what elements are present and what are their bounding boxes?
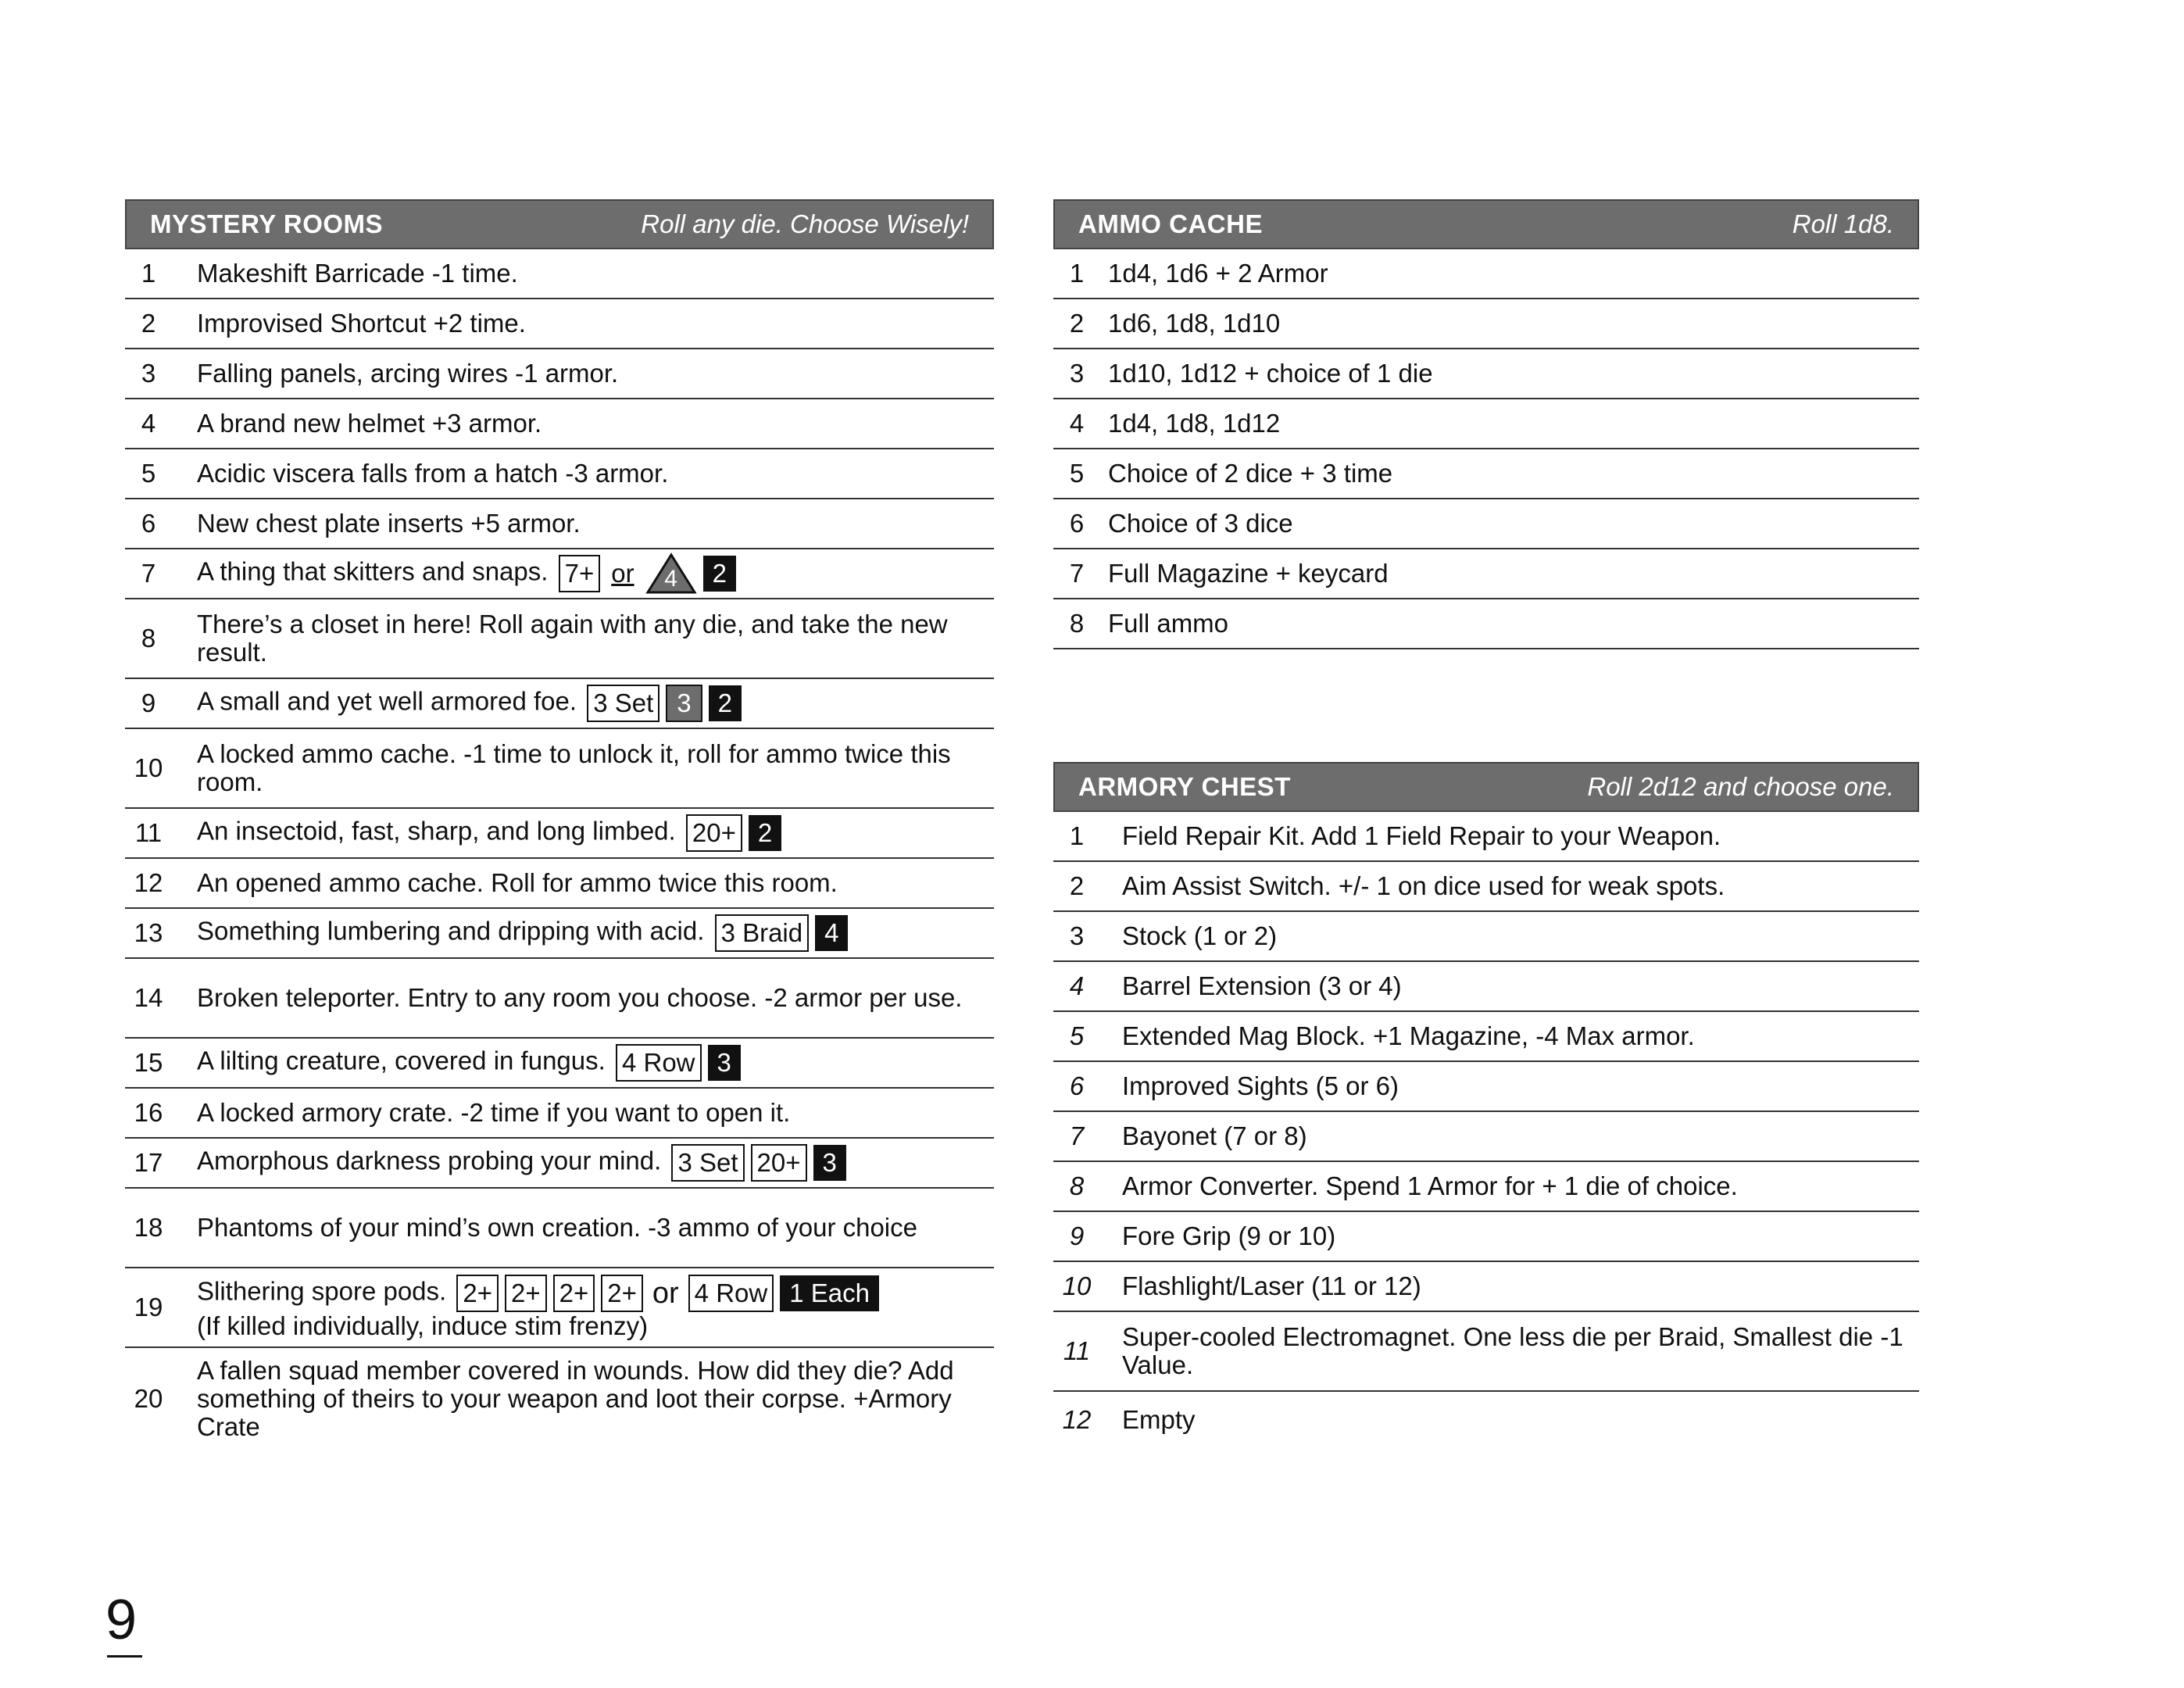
- triangle-icon: [645, 553, 697, 595]
- triangle-value: 4: [664, 566, 677, 592]
- mystery-rooms-title: MYSTERY ROOMS: [150, 209, 384, 238]
- row-text: [172, 914, 994, 952]
- row-number: 9: [141, 688, 156, 717]
- enemy-stats: [686, 814, 781, 852]
- row-text: 1d4, 1d8, 1d12: [1108, 409, 1281, 438]
- row-text: Full Magazine + keycard: [1108, 559, 1389, 588]
- mystery-rooms-header: [125, 199, 994, 249]
- row-number: 18: [134, 1213, 163, 1242]
- damage-badge: 2: [703, 556, 736, 592]
- row-number: 7: [1069, 559, 1085, 588]
- row-text: A fallen squad member covered in wounds. How did they die? Add something of theirs to your weapon and loot their corpse. +Armory Crate: [197, 1356, 954, 1441]
- ammo-cache-title: AMMO CACHE: [1078, 209, 1263, 238]
- table-row: [125, 449, 994, 499]
- row-number: 8: [1069, 1171, 1085, 1200]
- table-row: [125, 599, 994, 679]
- armor-badge: 3: [666, 685, 702, 722]
- row-number: 7: [1069, 1121, 1085, 1150]
- row-text: Extended Mag Block. +1 Magazine, -4 Max armor.: [1122, 1021, 1695, 1050]
- ammo-cache-header: [1053, 199, 1919, 249]
- table-row: [125, 679, 994, 729]
- row-number: 2: [141, 309, 156, 338]
- row-text: Choice of 2 dice + 3 time: [1108, 459, 1393, 488]
- row-number: 4: [1069, 971, 1085, 1000]
- roll-requirement: 4 Row: [616, 1044, 702, 1082]
- table-row: [1053, 862, 1919, 912]
- row-text: Aim Assist Switch. +/- 1 on dice used for weak spots.: [1122, 871, 1725, 900]
- table-row: [1053, 1212, 1919, 1262]
- row-text: An opened ammo cache. Roll for ammo twice this room.: [197, 868, 838, 897]
- row-text: Flashlight/Laser (11 or 12): [1122, 1271, 1421, 1300]
- row-number: 1: [1069, 259, 1085, 288]
- row-number: 19: [134, 1293, 163, 1321]
- table-row: [125, 299, 994, 349]
- row-text-main: A lilting creature, covered in fungus.: [197, 1046, 606, 1075]
- row-number: 4: [141, 409, 156, 438]
- enemy-stats: [587, 685, 742, 722]
- row-text: 1d4, 1d6 + 2 Armor: [1108, 259, 1328, 288]
- row-number: 1: [141, 259, 156, 288]
- table-row: [1053, 249, 1919, 299]
- row-text: Fore Grip (9 or 10): [1122, 1221, 1336, 1250]
- row-number: 5: [1069, 459, 1085, 488]
- row-text: [172, 814, 994, 852]
- page-number-underline: [107, 1655, 142, 1658]
- row-number: 17: [134, 1148, 163, 1177]
- table-row: [1053, 1112, 1919, 1162]
- roll-requirement: 2+: [601, 1275, 643, 1312]
- roll-requirement: 2+: [505, 1275, 547, 1312]
- or-text: or: [611, 559, 634, 588]
- table-row: [125, 1189, 994, 1268]
- table-row: [1053, 1262, 1919, 1312]
- table-row: [125, 349, 994, 399]
- row-text: New chest plate inserts +5 armor.: [197, 509, 581, 538]
- roll-requirement: 20+: [751, 1144, 807, 1182]
- row-number: 6: [141, 509, 156, 538]
- table-row: [125, 909, 994, 959]
- table-row: [125, 499, 994, 549]
- row-text-main: Slithering spore pods.: [197, 1276, 447, 1306]
- table-row: [125, 1139, 994, 1189]
- row-number: 8: [141, 624, 156, 653]
- row-text: A locked ammo cache. -1 time to unlock it, roll for ammo twice this room.: [197, 739, 951, 796]
- row-text: Improvised Shortcut +2 time.: [197, 309, 526, 338]
- row-number: 2: [1069, 309, 1085, 338]
- row-text: Makeshift Barricade -1 time.: [197, 259, 518, 288]
- row-number: 7: [141, 559, 156, 588]
- enemy-stats: [671, 1144, 845, 1182]
- row-number: 10: [134, 753, 163, 782]
- row-text: Bayonet (7 or 8): [1122, 1121, 1307, 1150]
- enemy-stats: [559, 553, 736, 595]
- armory-chest-subtitle: Roll 2d12 and choose one.: [1587, 772, 1894, 801]
- page-number: 9: [105, 1589, 138, 1651]
- armory-chest-title: ARMORY CHEST: [1078, 772, 1291, 801]
- table-row: [125, 1039, 994, 1089]
- row-text: Stock (1 or 2): [1122, 921, 1278, 950]
- enemy-stats: [715, 914, 849, 952]
- row-number: 13: [134, 918, 163, 947]
- row-number: 1: [1069, 821, 1085, 850]
- roll-requirement: 2+: [553, 1275, 595, 1312]
- row-number: 14: [134, 983, 163, 1012]
- row-text-main: Something lumbering and dripping with acid.: [197, 916, 705, 946]
- mystery-rooms-table: [125, 199, 994, 1450]
- table-row: [1053, 812, 1919, 862]
- row-text-main: Amorphous darkness probing your mind.: [197, 1146, 662, 1175]
- row-text: Field Repair Kit. Add 1 Field Repair to your Weapon.: [1122, 821, 1721, 850]
- row-text: A brand new helmet +3 armor.: [197, 409, 542, 438]
- row-text: Improved Sights (5 or 6): [1122, 1071, 1399, 1100]
- row-number: 5: [1069, 1021, 1085, 1050]
- row-number: 12: [1062, 1405, 1092, 1434]
- row-text: Full ammo: [1108, 609, 1229, 638]
- ammo-cache-subtitle: Roll 1d8.: [1792, 209, 1894, 238]
- roll-requirement: 20+: [686, 814, 742, 852]
- table-row: [1053, 1062, 1919, 1112]
- table-row: [125, 1348, 994, 1450]
- row-text: A locked armory crate. -2 time if you want to open it.: [197, 1098, 791, 1127]
- table-row: [1053, 399, 1919, 449]
- table-row: [1053, 299, 1919, 349]
- row-text: Acidic viscera falls from a hatch -3 armor.: [197, 459, 669, 488]
- row-number: 4: [1069, 409, 1085, 438]
- damage-badge: 1 Each: [780, 1275, 879, 1311]
- row-text: Choice of 3 dice: [1108, 509, 1293, 538]
- table-row: [125, 549, 994, 599]
- damage-badge: 2: [749, 815, 781, 851]
- row-text: [172, 1044, 994, 1082]
- roll-requirement: 3 Braid: [715, 914, 810, 952]
- damage-badge: 3: [813, 1145, 846, 1181]
- row-text-secondary: (If killed individually, induce stim frenzy): [197, 1311, 649, 1340]
- table-row: [1053, 1312, 1919, 1392]
- enemy-stats: [456, 1275, 879, 1312]
- row-number: 6: [1069, 1071, 1085, 1100]
- roll-requirement: 3 Set: [671, 1144, 744, 1182]
- row-text-main: A small and yet well armored foe.: [197, 686, 577, 716]
- row-number: 10: [1062, 1271, 1092, 1300]
- row-number: 9: [1069, 1221, 1085, 1250]
- row-number: 12: [134, 868, 163, 897]
- table-row: [125, 729, 994, 809]
- roll-requirement: 2+: [456, 1275, 499, 1312]
- table-row: [125, 959, 994, 1039]
- row-text: 1d6, 1d8, 1d10: [1108, 309, 1281, 338]
- table-row: [125, 399, 994, 449]
- row-number: 3: [141, 359, 156, 388]
- table-row: [125, 249, 994, 299]
- row-number: 8: [1069, 609, 1085, 638]
- table-row: [1053, 449, 1919, 499]
- table-row: [1053, 1012, 1919, 1062]
- roll-requirement: 7+: [559, 555, 601, 592]
- row-number: 11: [1063, 1336, 1091, 1365]
- table-row: [1053, 1162, 1919, 1212]
- row-text: Empty: [1122, 1405, 1196, 1434]
- row-text: [172, 1144, 994, 1182]
- table-row: [125, 1268, 994, 1348]
- row-number: 16: [134, 1098, 163, 1127]
- table-row: [1053, 549, 1919, 599]
- table-row: [1053, 1392, 1919, 1448]
- row-text: Barrel Extension (3 or 4): [1122, 971, 1402, 1000]
- row-text: [172, 553, 994, 595]
- row-text-main: A thing that skitters and snaps.: [197, 556, 549, 586]
- row-number: 20: [134, 1384, 163, 1413]
- row-text-main: An insectoid, fast, sharp, and long limbed.: [197, 816, 676, 846]
- row-number: 3: [1069, 359, 1085, 388]
- table-row: [125, 809, 994, 859]
- damage-badge: 3: [708, 1045, 741, 1081]
- row-text: Super-cooled Electromagnet. One less die per Braid, Smallest die -1 Value.: [1122, 1322, 1903, 1379]
- roll-requirement: 3 Set: [587, 685, 659, 722]
- row-text: Broken teleporter. Entry to any room you choose. -2 armor per use.: [197, 983, 963, 1012]
- table-row: [1053, 599, 1919, 649]
- table-row: [125, 859, 994, 909]
- damage-badge: 4: [815, 915, 848, 951]
- row-number: 6: [1069, 509, 1085, 538]
- row-number: 3: [1069, 921, 1085, 950]
- row-number: 2: [1069, 871, 1085, 900]
- row-text: [172, 1275, 994, 1340]
- row-text: [172, 685, 994, 722]
- enemy-stats: [616, 1044, 741, 1082]
- roll-requirement: 4 Row: [688, 1275, 774, 1312]
- row-text: There’s a closet in here! Roll again with any die, and take the new result.: [197, 610, 948, 667]
- row-text: Armor Converter. Spend 1 Armor for + 1 die of choice.: [1122, 1171, 1738, 1200]
- armory-chest-header: [1053, 762, 1919, 812]
- or-text: or: [652, 1277, 679, 1310]
- row-number: 5: [141, 459, 156, 488]
- row-number: 11: [134, 818, 163, 847]
- damage-badge: 2: [709, 685, 742, 721]
- row-text: Phantoms of your mind’s own creation. -3 ammo of your choice: [197, 1213, 917, 1242]
- table-row: [125, 1089, 994, 1139]
- mystery-rooms-subtitle: Roll any die. Choose Wisely!: [641, 209, 969, 238]
- table-row: [1053, 912, 1919, 962]
- ammo-cache-table: [1053, 199, 1919, 649]
- row-number: 15: [134, 1048, 163, 1077]
- table-row: [1053, 962, 1919, 1012]
- row-text: 1d10, 1d12 + choice of 1 die: [1108, 359, 1433, 388]
- armory-chest-table: [1053, 762, 1919, 1448]
- table-row: [1053, 499, 1919, 549]
- row-text: Falling panels, arcing wires -1 armor.: [197, 359, 619, 388]
- table-row: [1053, 349, 1919, 399]
